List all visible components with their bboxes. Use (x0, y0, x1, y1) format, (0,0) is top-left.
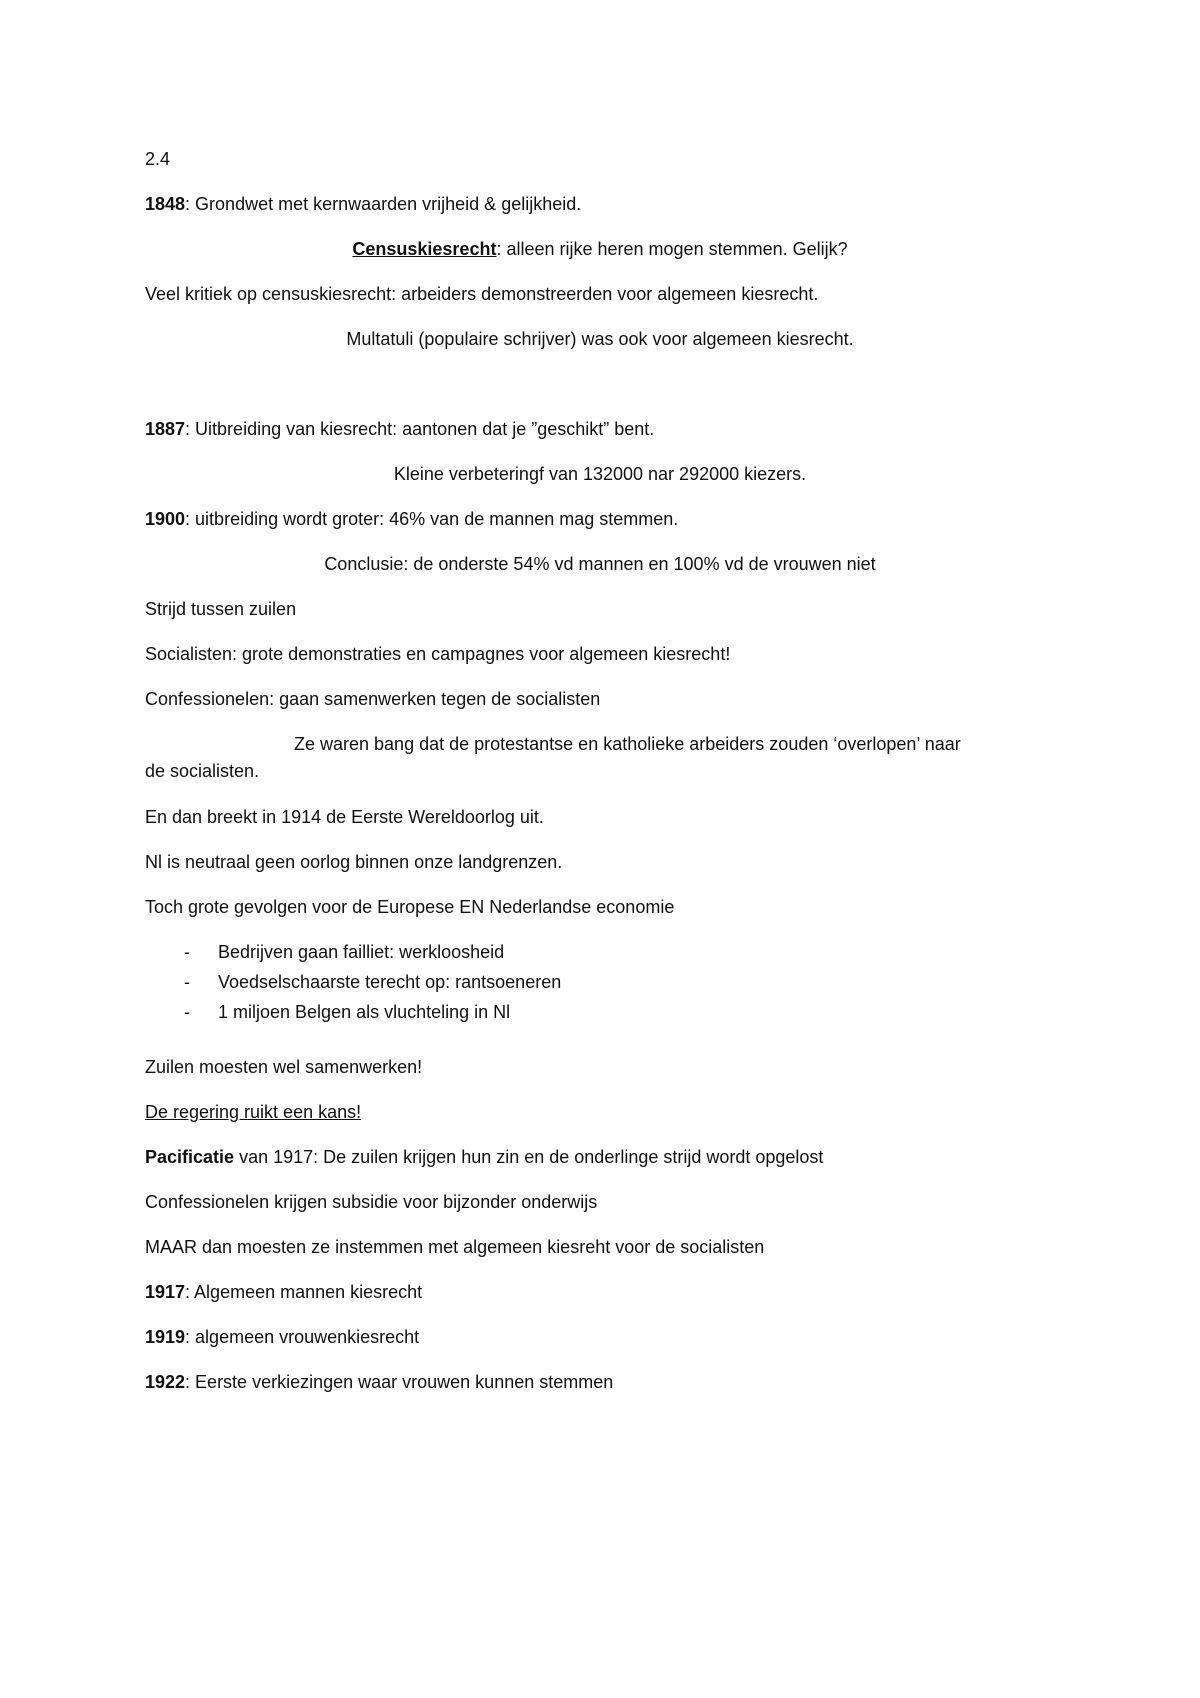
bullet-text: Bedrijven gaan failliet: werkloosheid (218, 942, 505, 962)
bullet-marker: - (184, 1002, 190, 1022)
line-1848-text: : Grondwet met kernwaarden vrijheid & gelijkheid. (185, 194, 582, 214)
line-1917 (145, 1281, 422, 1303)
bullet-marker: - (184, 942, 190, 962)
list-item (0, 941, 1200, 963)
line-oorlog: En dan breekt in 1914 de Eerste Wereldoorlog uit. (145, 807, 544, 827)
line-samenwerken: Zuilen moesten wel samenwerken! (145, 1057, 423, 1077)
line-1848 (145, 193, 581, 215)
line-gevolgen: Toch grote gevolgen voor de Europese EN Nederlandse economie (145, 897, 675, 917)
line-1887-text: : Uitbreiding van kiesrecht: aantonen dat je ”geschikt” bent. (185, 419, 655, 439)
line-maar: MAAR dan moesten ze instemmen met algemeen kiesreht voor de socialisten (145, 1237, 765, 1257)
section-number: 2.4 (145, 149, 171, 169)
line-subsidie: Confessionelen krijgen subsidie voor bijzonder onderwijs (145, 1192, 598, 1212)
pacificatie-text: van 1917: De zuilen krijgen hun zin en de onderlinge strijd wordt opgelost (234, 1147, 824, 1167)
line-strijd: Strijd tussen zuilen (145, 599, 297, 619)
line-pacificatie (145, 1146, 823, 1168)
year-1900: 1900 (145, 509, 186, 529)
line-regering (145, 1101, 361, 1123)
line-1919 (145, 1326, 419, 1348)
line-1900 (145, 508, 678, 530)
line-kritiek: Veel kritiek op censuskiesrecht: arbeiders demonstreerden voor algemeen kiesrecht. (145, 284, 819, 304)
line-1887 (145, 418, 654, 440)
bullet-text: 1 miljoen Belgen als vluchteling in Nl (218, 1002, 511, 1022)
year-1848: 1848 (145, 194, 186, 214)
line-bang-1: Ze waren bang dat de protestantse en katholieke arbeiders zouden ‘overlopen’ naar (294, 734, 961, 754)
line-neutraal: Nl is neutraal geen oorlog binnen onze landgrenzen. (145, 852, 563, 872)
line-socialisten: Socialisten: grote demonstraties en campagnes voor algemeen kiesrecht! (145, 644, 731, 664)
term-pacificatie: Pacificatie (145, 1147, 235, 1167)
censuskiesrecht-text: : alleen rijke heren mogen stemmen. Gelijk? (496, 239, 848, 259)
line-conclusie: Conclusie: de onderste 54% vd mannen en 100% vd de vrouwen niet (324, 554, 876, 574)
bullet-marker: - (184, 972, 190, 992)
line-verbetering: Kleine verbeteringf van 132000 nar 292000 kiezers. (393, 464, 807, 484)
line-multatuli: Multatuli (populaire schrijver) was ook voor algemeen kiesrecht. (346, 329, 854, 349)
line-censuskiesrecht (0, 238, 1200, 260)
line-1900-text: : uitbreiding wordt groter: 46% van de mannen mag stemmen. (185, 509, 679, 529)
year-1917: 1917 (145, 1282, 186, 1302)
term-censuskiesrecht: Censuskiesrecht (352, 239, 497, 259)
list-item (0, 1001, 1200, 1023)
line-1922 (145, 1371, 613, 1393)
year-1919: 1919 (145, 1327, 186, 1347)
bullet-text: Voedselschaarste terecht op: rantsoeneren (218, 972, 562, 992)
line-1919-text: : algemeen vrouwenkiesrecht (185, 1327, 420, 1347)
line-1917-text: : Algemeen mannen kiesrecht (185, 1282, 423, 1302)
line-bang-2: de socialisten. (145, 761, 260, 781)
list-item (0, 971, 1200, 993)
year-1922: 1922 (145, 1372, 186, 1392)
year-1887: 1887 (145, 419, 186, 439)
line-1922-text: : Eerste verkiezingen waar vrouwen kunnen stemmen (185, 1372, 614, 1392)
line-confessionelen: Confessionelen: gaan samenwerken tegen de socialisten (145, 689, 601, 709)
regering-text: De regering ruikt een kans! (145, 1102, 362, 1122)
